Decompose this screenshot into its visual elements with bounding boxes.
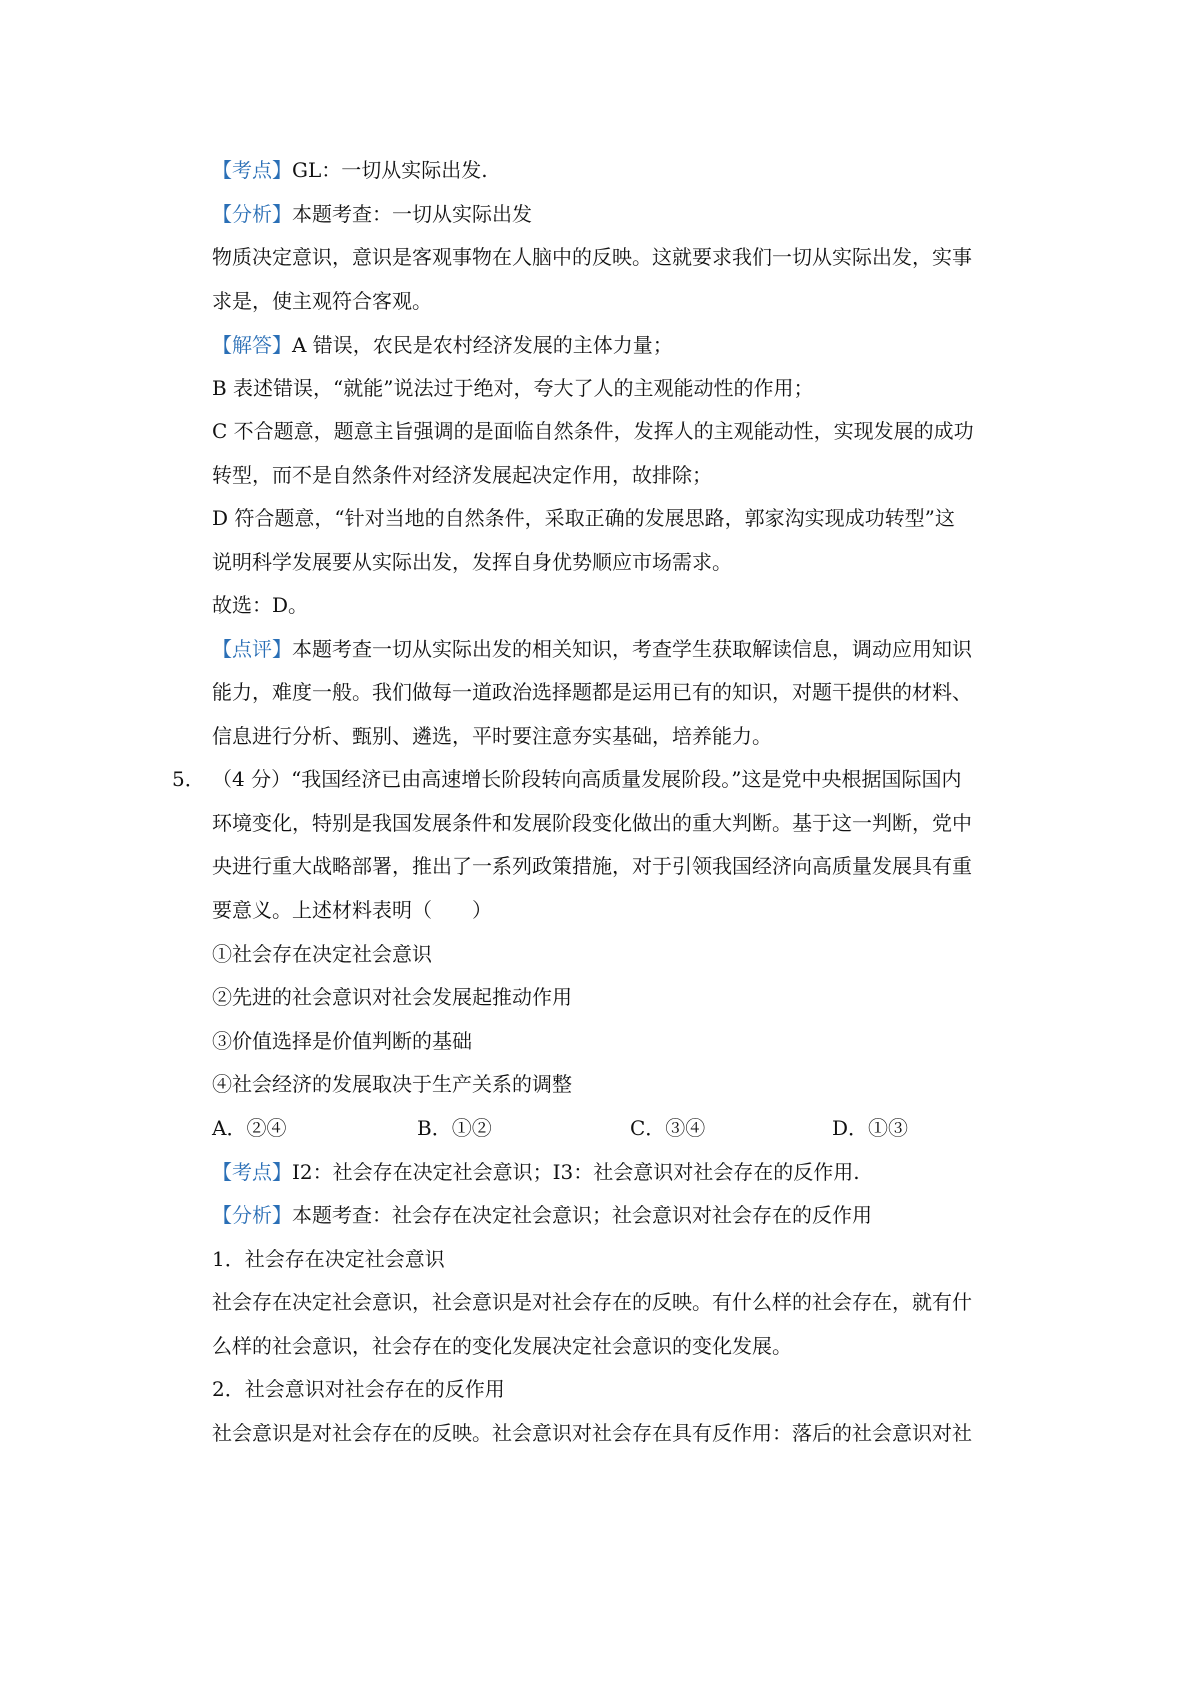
q4-jieda-body-3: 转型，而不是自然条件对经济发展起决定作用，故排除； (212, 463, 712, 487)
q5-fenxi-body-3: 么样的社会意识，社会存在的变化发展决定社会意识的变化发展。 (212, 1334, 792, 1358)
q4-jieda-body-1: B 表述错误，“就能”说法过于绝对，夸大了人的主观能动性的作用； (212, 376, 814, 400)
q5-stem-2: 环境变化，特别是我国发展条件和发展阶段变化做出的重大判断。基于这一判断，党中 (212, 811, 972, 835)
q5-number: 5． (172, 767, 205, 791)
fenxi-tag: 【分析】 (212, 202, 292, 226)
kaodian-tag: 【考点】 (212, 1160, 292, 1184)
fenxi-text: 本题考查：社会存在决定社会意识；社会意识对社会存在的反作用 (292, 1203, 872, 1227)
q4-fenxi-body-2: 求是，使主观符合客观。 (212, 289, 432, 313)
q5-stem-3: 央进行重大战略部署，推出了一系列政策措施，对于引领我国经济向高质量发展具有重 (212, 854, 972, 878)
q5-kaodian-line (212, 1157, 860, 1187)
q5-statement-3: ③价值选择是价值判断的基础 (212, 1029, 472, 1053)
kaodian-text: GL：一切从实际出发. (292, 158, 488, 182)
q5-stem-1: （4 分）“我国经济已由高速增长阶段转向高质量发展阶段。”这是党中央根据国际国内 (212, 767, 962, 791)
q4-jieda-body-5: 说明科学发展要从实际出发，发挥自身优势顺应市场需求。 (212, 550, 732, 574)
q5-option-b: B．①② (417, 1116, 492, 1140)
kaodian-tag: 【考点】 (212, 158, 292, 182)
kaodian-text: I2：社会存在决定社会意识；I3：社会意识对社会存在的反作用. (292, 1160, 860, 1184)
q4-jieda-body-4: D 符合题意，“针对当地的自然条件，采取正确的发展思路，郭家沟实现成功转型”这 (212, 506, 955, 530)
q4-fenxi-body-1: 物质决定意识，意识是客观事物在人脑中的反映。这就要求我们一切从实际出发，实事 (212, 245, 972, 269)
q5-statement-2: ②先进的社会意识对社会发展起推动作用 (212, 985, 572, 1009)
q4-dianping-body-2: 信息进行分析、甄别、遴选，平时要注意夯实基础，培养能力。 (212, 724, 772, 748)
q4-jieda-body-2: C 不合题意，题意主旨强调的是面临自然条件，发挥人的主观能动性，实现发展的成功 (212, 419, 974, 443)
q5-stem-4: 要意义。上述材料表明（ ） (212, 898, 492, 922)
q4-jieda-line (212, 330, 673, 360)
q4-kaodian-line (212, 155, 488, 185)
q5-fenxi-body-1: 1．社会存在决定社会意识 (212, 1247, 445, 1271)
q5-statement-4: ④社会经济的发展取决于生产关系的调整 (212, 1072, 572, 1096)
dianping-tag: 【点评】 (212, 637, 292, 661)
q4-fenxi-line (212, 199, 532, 229)
q5-fenxi-body-5: 社会意识是对社会存在的反映。社会意识对社会存在具有反作用：落后的社会意识对社 (212, 1421, 972, 1445)
q4-dianping-line (212, 634, 972, 664)
q4-dianping-body-1: 能力，难度一般。我们做每一道政治选择题都是运用已有的知识，对题干提供的材料、 (212, 680, 972, 704)
q5-option-c: C．③④ (630, 1116, 706, 1140)
q5-fenxi-line (212, 1200, 872, 1230)
q4-answer: 故选：D。 (212, 593, 309, 617)
q5-option-a: A．②④ (212, 1116, 287, 1140)
jieda-tag: 【解答】 (212, 333, 292, 357)
q5-option-d: D．①③ (832, 1116, 909, 1140)
fenxi-tag: 【分析】 (212, 1203, 292, 1227)
jieda-text: A 错误，农民是农村经济发展的主体力量； (292, 333, 673, 357)
q5-fenxi-body-4: 2．社会意识对社会存在的反作用 (212, 1377, 505, 1401)
q5-statement-1: ①社会存在决定社会意识 (212, 942, 432, 966)
dianping-text: 本题考查一切从实际出发的相关知识，考查学生获取解读信息，调动应用知识 (292, 637, 972, 661)
fenxi-text: 本题考查：一切从实际出发 (292, 202, 532, 226)
q5-fenxi-body-2: 社会存在决定社会意识，社会意识是对社会存在的反映。有什么样的社会存在，就有什 (212, 1290, 972, 1314)
